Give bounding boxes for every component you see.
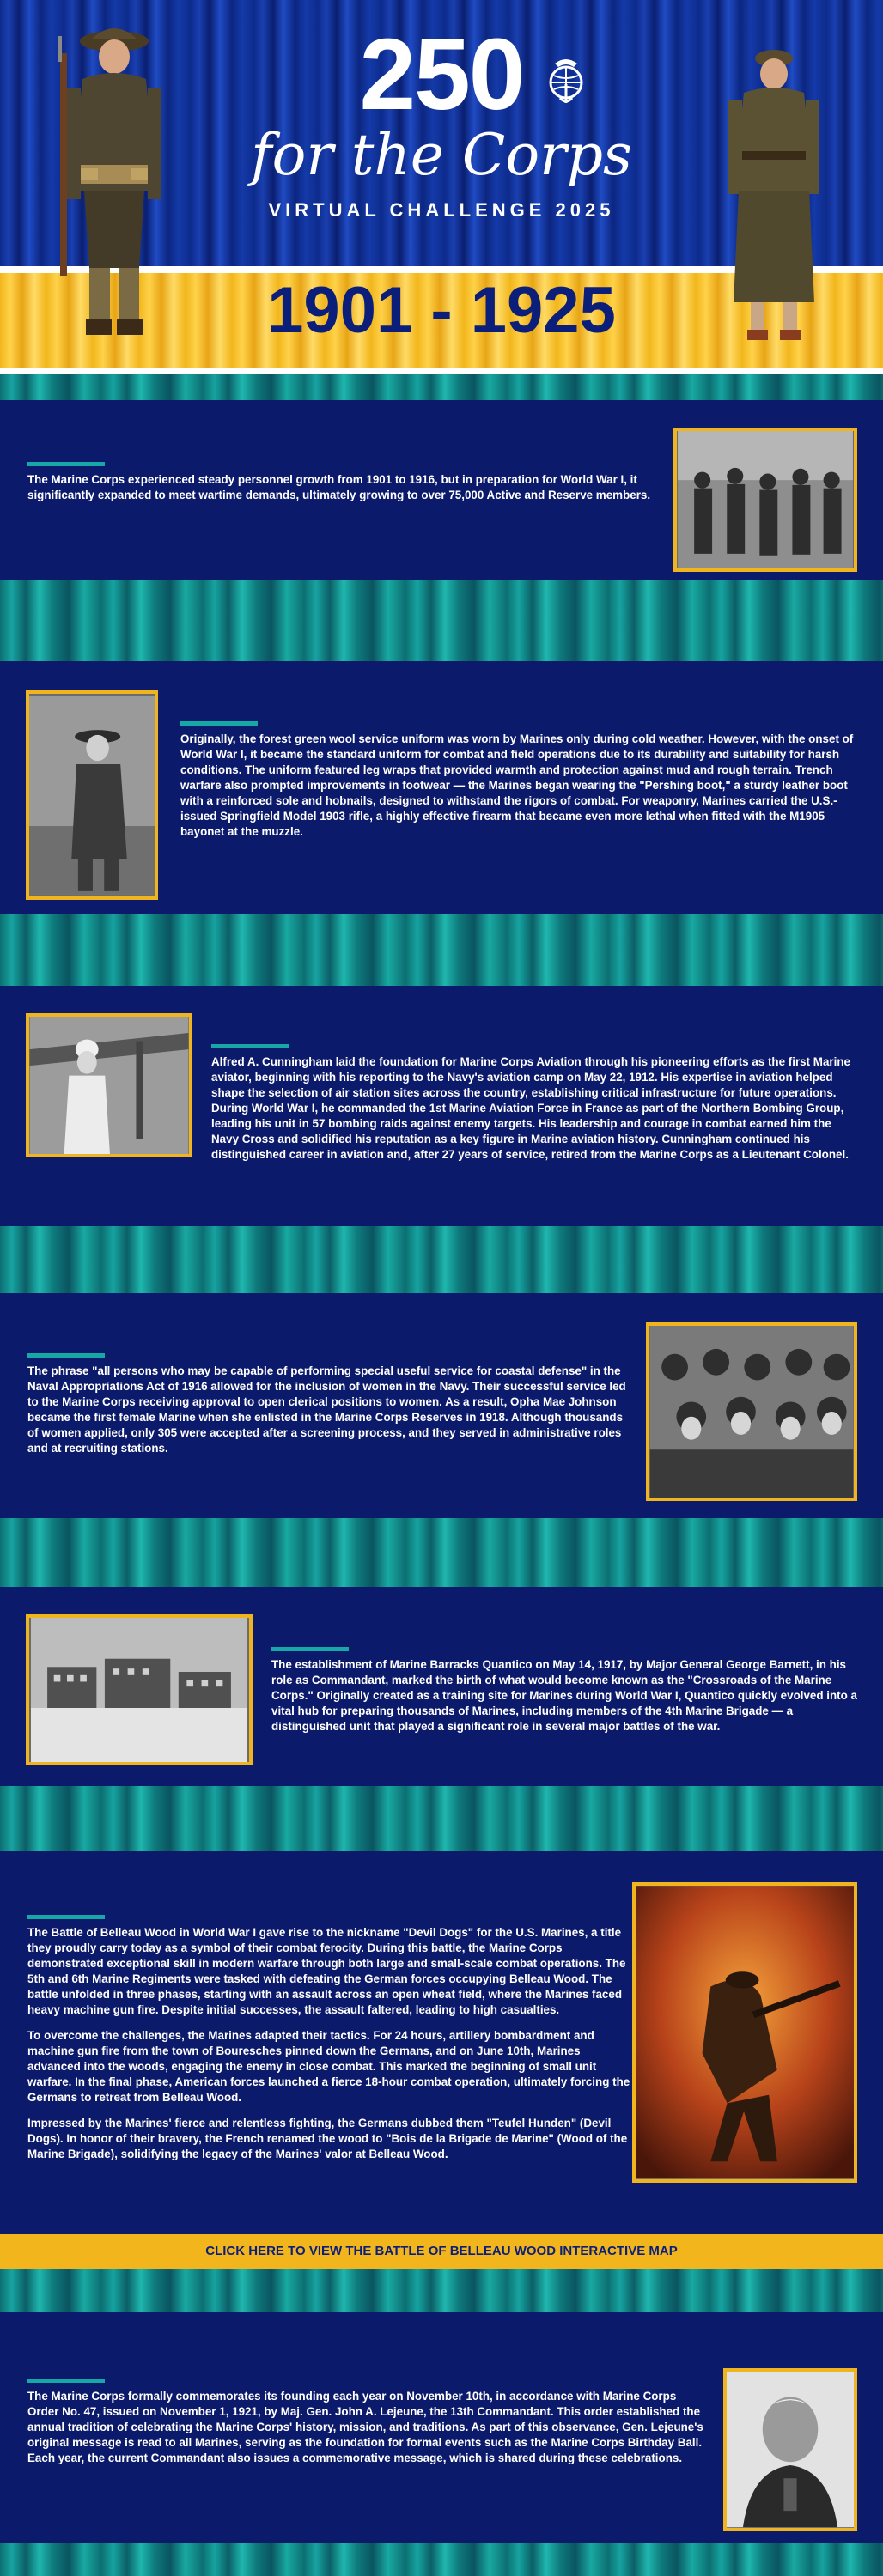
section-body bbox=[27, 1364, 629, 1456]
paragraph: The phrase "all persons who may be capable of performing special useful service for coastal defense" in the Naval Appropriations Act of 1916 allowed for the inclusion of women in the Navy. Their successful service led to the Marine Corps receiving approval to open clerical positions to women. As a result, Opha Mae Johnson became the first female Marine when she enlisted in the Marine Corps Reserves in 1918. Although thousands of women applied, only 305 were accepted after a screening process, and they served in administrative roles and at recruiting stations. bbox=[27, 1364, 626, 1455]
divider bbox=[27, 2379, 105, 2383]
section-photo bbox=[673, 428, 857, 572]
women-marines-crowd-photo bbox=[649, 1326, 854, 1498]
lejeune-portrait-photo bbox=[727, 2372, 854, 2528]
eagle-globe-anchor-icon bbox=[539, 53, 593, 106]
section-photo bbox=[26, 1614, 253, 1765]
paragraph: Originally, the forest green wool service uniform was worn by Marines only during cold weather. However, with the onset of World War I, it became the standard uniform for combat and field operations due to its durability and suitability for harsh conditions. The uniform featured leg wraps that provided warmth and protection against mud and rough terrain. Trench warfare also prompted improvements in footwear — the Marines began wearing the "Pershing boot," a sturdy leather boot with a reinforced sole and hobnails, designed to withstand the rigors of combat. For weaponry, Marines carried the U.S.-issued Springfield Model 1903 rifle, a highly effective firearm that became even more lethal when fitted with the M1905 bayonet at the muzzle. bbox=[180, 732, 854, 838]
aviator-with-plane-photo bbox=[29, 1017, 189, 1154]
paragraph: The Battle of Belleau Wood in World War I gave rise to the nickname "Devil Dogs" for the U.S. Marines, a title they proudly carry today as a symbol of their combat ferocity. During this battle, the Marine Corps demonstrated exceptional skill in modern warfare through both large and small-scale combat operations. The 5th and 6th Marine Regiments were tasked with defeating the German forces occupying Belleau Wood. The battle unfolded in three phases, starting with an assault across an open wheat field, where the Marines faced heavy machine gun fire. Despite initial successes, the assault faltered, leading to high casualties. bbox=[27, 1926, 626, 2016]
divider bbox=[271, 1647, 349, 1651]
paragraph: Impressed by the Marines' fierce and relentless fighting, the Germans dubbed them "Teufel Hunden" (Devil Dogs). In honor of their bravery, the French renamed the wood to "Bois de la Brigade de Marine" (Wood of the Marine Brigade), solidifying the legacy of the Marines' valor at Belleau Wood. bbox=[27, 2117, 628, 2160]
hero-subtitle: VIRTUAL CHALLENGE 2025 bbox=[268, 199, 615, 221]
divider bbox=[27, 1353, 105, 1358]
section-photo bbox=[26, 690, 158, 900]
paragraph: To overcome the challenges, the Marines adapted their tactics. For 24 hours, artillery bombardment and machine gun fire from the town of Bouresches pinned down the Germans, and on June 10th, Marines advanced into the woods, engaging the enemy in close combat. This marked the beginning of small unit warfare. In the final phase, American forces launched a fierce 18-hour combat operation, ultimately forcing the Germans to retreat from Belleau Wood. bbox=[27, 2029, 630, 2104]
hero-years: 1901 - 1925 bbox=[267, 274, 616, 347]
group-of-marines-photo bbox=[677, 431, 854, 568]
section-photo bbox=[723, 2368, 857, 2531]
divider bbox=[27, 462, 105, 466]
section-body bbox=[211, 1054, 859, 1163]
section-body bbox=[180, 732, 859, 840]
section-photo bbox=[632, 1882, 857, 2183]
divider bbox=[211, 1044, 289, 1048]
paragraph: The Marine Corps formally commemorates its founding each year on November 10th, in accordance with Marine Corps Order No. 47, issued on November 1, 1921, by Maj. Gen. John A. Lejeune, the 13th Commandant. This order established the annual tradition of celebrating the Marine Corps' history, mission, and traditions. As part of this observance, Gen. Lejeune's original message is read to all Marines, serving as the foundation for formal events such as the Marine Corps Birthday Ball. Each year, the current Commandant also issues a commemorative message, which is shared during these celebrations. bbox=[27, 2390, 703, 2464]
hero-script-title: for the Corps bbox=[251, 122, 632, 188]
paragraph: The Marine Corps experienced steady personnel growth from 1901 to 1916, but in preparation for World War I, it significantly expanded to meet wartime demands, ultimately growing to over 75,000 Active and Reserve members. bbox=[27, 473, 651, 501]
section-body bbox=[27, 2389, 706, 2466]
female-marine-illustration bbox=[718, 45, 830, 345]
section-photo bbox=[646, 1322, 857, 1501]
divider bbox=[27, 1915, 105, 1919]
paragraph: The establishment of Marine Barracks Quantico on May 14, 1917, by Major General George Barnett, in his role as Commandant, marked the birth of what would become known as the "Crossroads of the Marine Corps." Originally created as a training site for Marines during World War I, Quantico quickly evolved into a vital hub for preparing thousands of Marines, including members of the 4th Marine Brigade — a distinguished unit that played a significant role in several major battles of the war. bbox=[271, 1658, 857, 1733]
divider bbox=[180, 721, 258, 726]
section-photo bbox=[26, 1013, 192, 1157]
marine-soldier-illustration bbox=[50, 19, 179, 343]
hero-number: 250 bbox=[359, 18, 524, 131]
belleau-wood-map-button[interactable]: CLICK HERE TO VIEW THE BATTLE OF BELLEAU WOOD INTERACTIVE MAP bbox=[0, 2234, 883, 2269]
section-body bbox=[27, 1925, 630, 2162]
quantico-barracks-photo bbox=[29, 1618, 249, 1762]
section-body bbox=[271, 1657, 859, 1735]
belleau-wood-battle-painting bbox=[636, 1886, 854, 2179]
section-body bbox=[27, 472, 672, 503]
divider bbox=[0, 368, 883, 374]
uniformed-marine-photo bbox=[29, 694, 155, 896]
paragraph: Alfred A. Cunningham laid the foundation for Marine Corps Aviation through his pioneering efforts as the first Marine aviator, beginning with his reporting to the Navy's aviation camp on May 22, 1912. His expertise in aviation helped shape the selection of air station sites across the country, establishing critical infrastructure for future operations. During World War I, he commanded the 1st Marine Aviation Force in France as part of the Northern Bombing Group, leading his unit in 57 bombing raids against enemy targets. His leadership and courage in combat earned him the Navy Cross and solidified his reputation as a key figure in Marine aviation history. Cunningham continued his distinguished career in aviation and, after 27 years of service, retired from the Marine Corps as a Lieutenant Colonel. bbox=[211, 1055, 850, 1161]
